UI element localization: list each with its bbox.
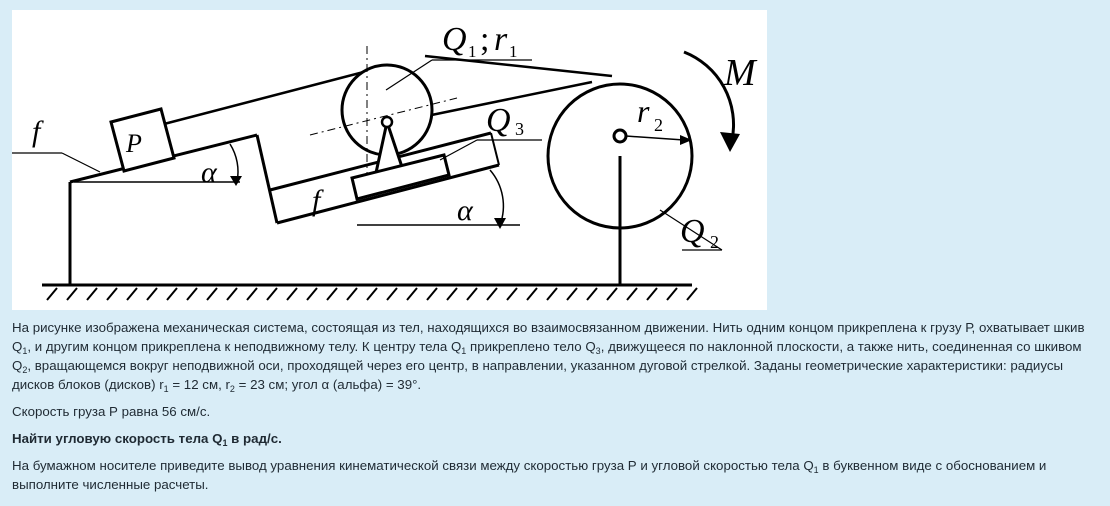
problem-text xyxy=(12,318,1097,502)
label-r1-sub: 1 xyxy=(509,42,518,61)
label-q2-sub: 2 xyxy=(710,232,719,252)
label-q3-q: Q xyxy=(486,102,511,139)
label-f-left: f xyxy=(32,115,41,148)
task-instructions: На бумажном носителе приведите вывод уравнения кинематической связи между скоростью груза Р и угловой скоростью тела $Q_1$ в буквенном виде с обоснованием и выполните численные расчеты. xyxy=(12,458,1047,492)
mechanism-figure xyxy=(12,10,767,310)
label-r2-r: r xyxy=(637,93,650,129)
label-r1-r: r xyxy=(494,21,508,58)
block-p xyxy=(111,109,174,171)
q2-axle xyxy=(614,130,626,142)
label-q1-sub: 1 xyxy=(468,42,477,61)
label-m: M xyxy=(724,52,756,94)
q1-axle xyxy=(382,117,392,127)
mechanism-diagram xyxy=(12,10,767,310)
label-r2-sub: 2 xyxy=(654,115,663,135)
label-q1-semicolon: ; xyxy=(480,21,490,58)
label-alpha-right: α xyxy=(457,194,473,227)
ground-hatching xyxy=(47,288,697,300)
label-p: P xyxy=(126,129,142,158)
label-q3-sub: 3 xyxy=(515,119,524,139)
moment-arrow xyxy=(720,132,740,152)
label-f-mid: f xyxy=(312,184,321,217)
task-statement: Найти угловую скорость тела $Q_1$ в рад/с. xyxy=(12,431,282,448)
label-alpha-left: α xyxy=(201,156,217,189)
problem-description: На рисунке изображена механическая система, состоящая из тел, находящихся во взаимосвязанном движении. Нить одним концом прикреплена к грузу Р, охватывает шкив $Q_1$, и другим концом прикреплена к неподвижному телу. К центру тела $Q_1$ прикреплено тело $Q_3$, движущееся по наклонной плоскости, а также нить, соединенная со шкивом $Q_2$, вращающемся вокруг неподвижной оси, проходящей через его центр, в направлении, указанном дуговой стрелкой. Заданы геометрические характеристики: радиусы дисков блоков (дисков) $r_1 = 12$ см, $r_2 = 23$ см; угол α (альфа) = 39°. xyxy=(12,320,1085,394)
thread-q1-to-q2-top xyxy=(425,56,612,76)
step-edge xyxy=(257,135,277,223)
given-velocity: Скорость груза Р равна 56 см/с. xyxy=(12,404,211,419)
label-q1-q: Q xyxy=(442,21,467,58)
label-q2-q: Q xyxy=(680,213,705,250)
